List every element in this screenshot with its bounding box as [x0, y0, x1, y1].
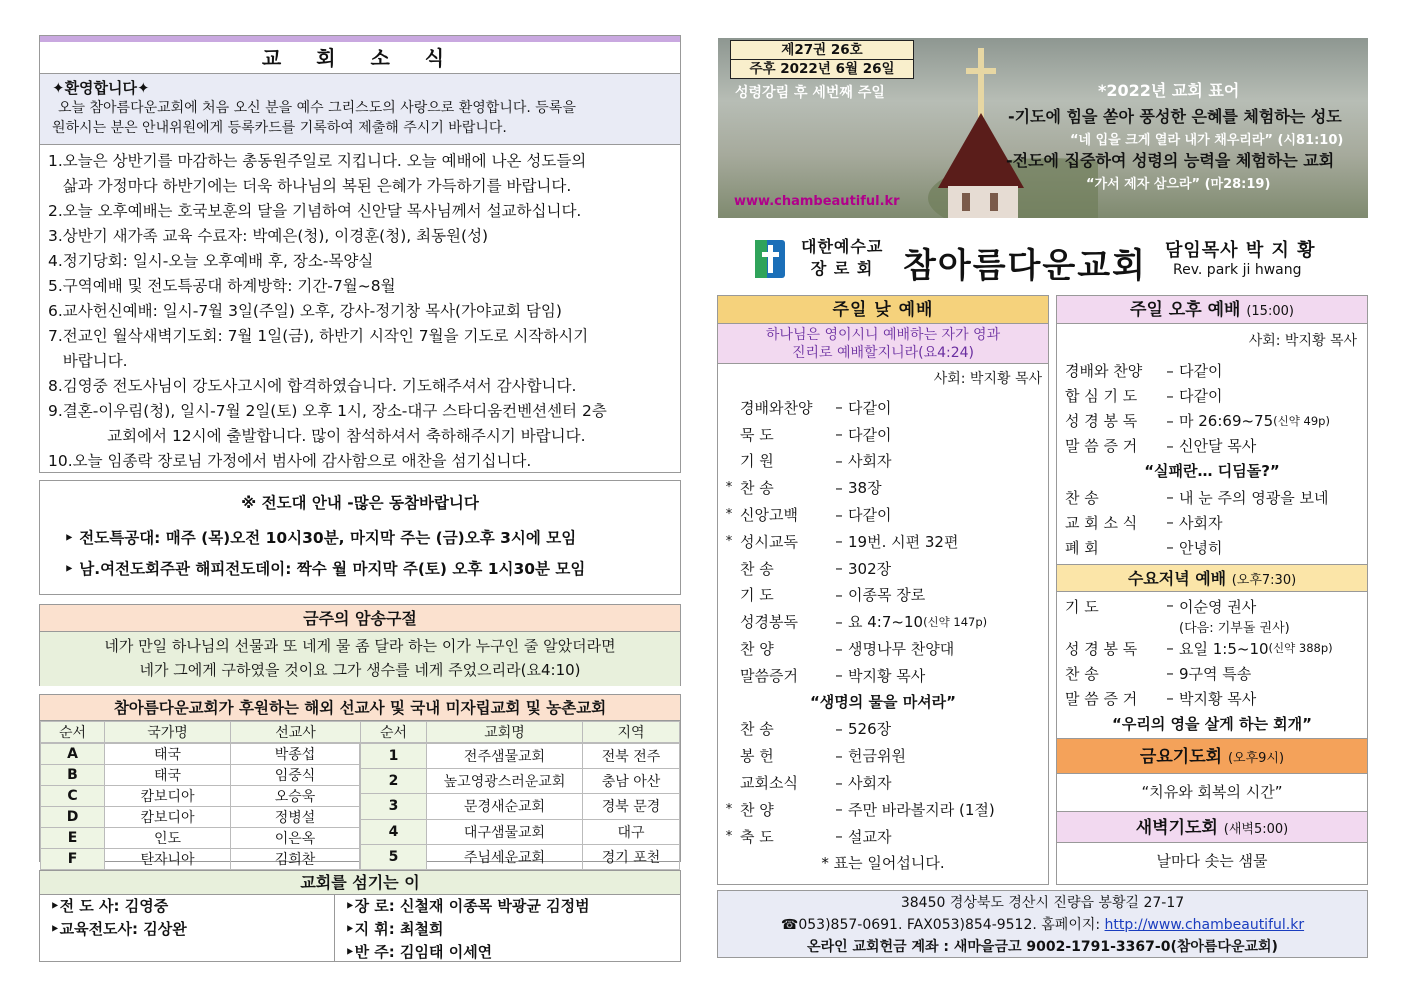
order-label: 성시교독 [740, 532, 798, 551]
order-row [718, 716, 1048, 743]
denomination [801, 236, 883, 280]
order-dash: – [1166, 689, 1174, 708]
evangelism-item: ‣ 남.여전도회주관 해피전도데이: 짝수 월 마지막 주(토) 오후 1시30분 모임 [64, 560, 586, 578]
table-row [361, 744, 680, 769]
order-row [718, 742, 1048, 769]
table-cell: 태국 [105, 765, 231, 786]
order-label: 기 도 [740, 586, 774, 605]
motto-reference: “네 입을 크게 열라 내가 채우리라” (시81:10) [1070, 133, 1344, 148]
evangelism-section [39, 480, 681, 595]
order-row [718, 662, 1048, 689]
order-value: 요 4:7~10 [848, 613, 924, 632]
table-cell: 김희찬 [231, 849, 360, 870]
news-item: 3.상반기 새가족 교육 수료자: 박예은(청), 이경훈(청), 최동원(성) [48, 227, 489, 245]
order-label: 성 경 봉 독 [1065, 639, 1138, 658]
table-cell: 전주샘물교회 [427, 744, 583, 769]
order-label: 봉 헌 [740, 747, 774, 766]
stand-marker: * [725, 480, 733, 496]
table-cell: 대구 [583, 819, 680, 844]
worship-order [718, 716, 1048, 850]
order-label: 경배와찬양 [740, 398, 813, 417]
support-title: 참아름다운교회가 후원하는 해외 선교사 및 국내 미자립교회 및 농촌교회 [40, 695, 680, 721]
welcome-box [40, 74, 680, 145]
table-cell: 전북 전주 [583, 744, 680, 769]
order-dash: – [835, 719, 843, 738]
order-value: 사회자 [848, 774, 892, 793]
order-label: 말 씀 증 거 [1065, 437, 1138, 455]
afternoon-time: (15:00) [1246, 304, 1294, 319]
order-value: 박지황 목사 [1179, 689, 1257, 708]
order-dash: – [835, 451, 843, 470]
memory-verse-line: 네가 만일 하나님의 선물과 또 네게 물 좀 달라 하는 이가 누구인 줄 알았더라면 [104, 637, 616, 655]
dawn-title-text: 새벽기도회 [1135, 817, 1218, 838]
order-row [718, 394, 1048, 421]
banner-url: www.chambeautiful.kr [734, 194, 900, 209]
order-label: 성 경 봉 독 [1065, 412, 1138, 430]
order-dash: – [835, 559, 843, 578]
servant-line: ‣교육전도사: 김상완 [50, 920, 187, 938]
friday-prayer-title [1057, 738, 1367, 774]
welcome-title: ✦환영합니다✦ [52, 79, 150, 97]
church-address: 38450 경상북도 경산시 진량읍 봉황길 27-17 [900, 895, 1185, 911]
news-item: 교회에서 12시에 출발합니다. 많이 참석하셔서 축하해주시기 바랍니다. [48, 427, 586, 445]
column-header: 선교사 [231, 722, 361, 743]
table-row [41, 828, 360, 849]
order-dash: – [1166, 386, 1174, 405]
church-table [360, 743, 680, 870]
servants-columns [40, 895, 680, 964]
volume-box [730, 40, 914, 79]
volume-number: 제27권 26호 [781, 42, 863, 58]
order-value: 다같이 [848, 506, 892, 525]
servants-section [39, 870, 681, 962]
memory-verse-body [40, 632, 680, 686]
news-item: 5.구역예배 및 전도특공대 하계방학: 기간-7월~8월 [48, 277, 396, 295]
order-dash: – [835, 666, 843, 685]
news-title: 교 회 소 식 [40, 42, 680, 74]
table-cell: 인도 [105, 828, 231, 849]
order-value: 다같이 [1179, 387, 1223, 405]
table-row [361, 844, 680, 869]
order-row [718, 421, 1048, 448]
order-row [718, 555, 1048, 582]
order-row [1057, 408, 1367, 433]
order-dash: – [835, 505, 843, 524]
table-cell: 1 [361, 744, 427, 769]
order-label: 합 심 기 도 [1065, 387, 1138, 405]
worship-order [1057, 485, 1367, 560]
dawn-time: (새벽5:00) [1223, 821, 1289, 837]
welcome-line: 오늘 참아름다운교회에 처음 오신 분을 예수 그리스도의 사랑으로 환영합니다. 등록을 [58, 100, 576, 116]
sunday-verse [718, 324, 1048, 364]
servant-line: ‣장 로: 신철재 이종목 박광균 김정범 [345, 897, 590, 915]
order-dash: – [1166, 639, 1174, 658]
order-dash: – [835, 827, 843, 846]
order-value: 요일 1:5~10 [1179, 639, 1269, 658]
news-item: 4.정기당회: 일시-오늘 오후예배 후, 장소-목양실 [48, 252, 374, 270]
order-value: 생명나무 찬양대 [848, 640, 955, 659]
order-dash: – [835, 478, 843, 497]
contact-footer [717, 890, 1368, 958]
wednesday-title-text: 수요저녁 예배 [1127, 568, 1227, 588]
order-row [1057, 686, 1367, 711]
wednesday-time: (오후7:30) [1231, 572, 1297, 588]
order-row [718, 769, 1048, 796]
news-item: 삶과 가정마다 하반기에는 더욱 하나님의 복된 은혜가 가득하기를 바랍니다. [48, 177, 572, 195]
order-row [1057, 661, 1367, 686]
order-dash: – [835, 612, 843, 631]
standing-note: * 표는 일어섭니다. [821, 853, 945, 872]
order-dash: – [835, 746, 843, 765]
order-label: 신앙고백 [740, 506, 798, 525]
order-value: 신안달 목사 [1179, 437, 1257, 455]
order-dash: – [835, 398, 843, 417]
table-cell: 정병설 [231, 807, 360, 828]
order-reference: (신약 388p) [1268, 641, 1333, 656]
memory-verse-line: 네가 그에게 구하였을 것이요 그가 생수를 네게 주었으리라(요4:10) [139, 661, 581, 679]
evangelism-item: ‣ 전도특공대: 매주 (목)오전 10시30분, 마지막 주는 (금)오후 3시에 모임 [64, 529, 577, 547]
stand-marker: * [725, 828, 733, 844]
order-row [718, 823, 1048, 850]
sermon-title: “생명의 물을 마셔라” [809, 692, 957, 711]
table-cell: 경기 포천 [583, 844, 680, 869]
order-label: 찬 양 [740, 640, 774, 659]
sermon-title: “실패란… 디딤돌?” [1144, 462, 1280, 480]
order-value: 주만 바라볼지라 (1절) [848, 800, 995, 819]
dawn-prayer-title [1057, 811, 1367, 843]
senior-pastor: 담임목사 박 지 황 [1165, 240, 1316, 261]
order-label: 경배와 찬양 [1065, 362, 1143, 380]
afternoon-host: 사회: 박지황 목사 [1248, 333, 1357, 349]
missionary-table [40, 743, 360, 870]
column-header: 순서 [41, 722, 105, 743]
wednesday-worship-title [1057, 564, 1367, 592]
news-item: 6.교사헌신예배: 일시-7월 3일(주일) 오후, 강사-정기창 목사(가야교회 담임) [48, 302, 562, 320]
worship-order [718, 394, 1048, 689]
news-item: 9.결혼-이우림(청), 일시-7월 2일(토) 오후 1시, 장소-대구 스타디움컨벤션센터 2층 [48, 402, 607, 420]
table-cell: B [41, 765, 105, 786]
order-value: 박지황 목사 [848, 666, 926, 685]
table-cell: 3 [361, 794, 427, 819]
order-dash: – [835, 532, 843, 551]
order-value: 다같이 [1179, 362, 1223, 380]
order-value: 다같이 [848, 425, 892, 444]
table-row [41, 786, 360, 807]
servant-line: ‣반 주: 김임태 이세연 [345, 943, 493, 961]
table-cell: 높고영광스러운교회 [427, 769, 583, 794]
order-label: 찬 양 [740, 800, 774, 819]
order-label: 찬 송 [740, 720, 774, 739]
denomination-line: 대한예수교 [801, 237, 884, 256]
news-item: 바랍니다. [48, 352, 128, 370]
order-row [718, 635, 1048, 662]
table-row [41, 765, 360, 786]
stand-marker: * [725, 507, 733, 523]
order-label: 폐 회 [1065, 538, 1099, 557]
column-header: 국가명 [105, 722, 231, 743]
order-row [1057, 383, 1367, 408]
table-cell: 2 [361, 769, 427, 794]
order-row [1057, 535, 1367, 560]
next-week-prayer: (다음: 기부돌 권사) [1179, 620, 1290, 636]
table-cell: 캄보디아 [105, 807, 231, 828]
order-value: 내 눈 주의 영광을 보네 [1179, 488, 1329, 507]
order-row [718, 501, 1048, 528]
sunday-worship-section [717, 295, 1049, 885]
table-row [41, 807, 360, 828]
order-dash: – [835, 585, 843, 604]
table-cell: 5 [361, 844, 427, 869]
order-row [1057, 592, 1367, 636]
order-value: 다같이 [848, 398, 892, 417]
order-row [1057, 636, 1367, 661]
order-value: 9구역 특송 [1179, 664, 1252, 683]
support-body [40, 743, 680, 870]
table-row [361, 819, 680, 844]
table-cell: A [41, 744, 105, 765]
stand-marker: * [725, 801, 733, 817]
memory-verse-section [39, 604, 681, 686]
table-row [41, 849, 360, 870]
order-label: 말 씀 증 거 [1065, 689, 1138, 708]
order-label: 찬 송 [740, 479, 774, 498]
table-cell: 주님세운교회 [427, 844, 583, 869]
table-cell: 문경새순교회 [427, 794, 583, 819]
table-cell: 경북 문경 [583, 794, 680, 819]
order-value: 302장 [848, 559, 892, 578]
order-dash: – [1166, 595, 1174, 614]
order-value: 이순영 권사 (다음: 기부돌 권사) [1179, 597, 1290, 636]
order-label: 축 도 [740, 827, 774, 846]
news-item: 2.오늘 오후예배는 호국보훈의 달을 기념하여 신안달 목사님께서 설교하십니다. [48, 202, 582, 220]
servant-line: ‣전 도 사: 김영중 [50, 897, 169, 915]
church-steeple-image [918, 38, 1098, 218]
order-value: 526장 [848, 720, 892, 739]
motto-line: -기도에 힘을 쏟아 풍성한 은혜를 체험하는 성도 [1008, 107, 1342, 126]
news-item: 8.김영중 전도사님이 강도사고시에 합격하였습니다. 기도해주셔서 감사합니다. [48, 377, 577, 395]
news-item: 1.오늘은 상반기를 마감하는 총동원주일로 지킵니다. 오늘 예배에 나온 성도들의 [48, 152, 587, 170]
sunday-verse-line: 진리로 예배할지니라(요4:24) [791, 345, 975, 361]
order-dash: – [1166, 436, 1174, 455]
servants-right [335, 895, 590, 964]
issue-date: 주후 2022년 6월 26일 [731, 59, 913, 78]
table-cell: D [41, 807, 105, 828]
order-label: 찬 송 [1065, 488, 1099, 507]
order-value: 헌금위원 [848, 747, 906, 766]
afternoon-worship-title [1057, 296, 1367, 324]
phone-fax: ☎053)857-0691. FAX053)854-9512. 홈페이지: [780, 917, 1105, 933]
table-header-row [41, 722, 680, 743]
senior-pastor-english: Rev. park ji hwang [1173, 262, 1302, 278]
order-reference: (신약 147p) [923, 614, 988, 629]
order-row [718, 582, 1048, 609]
offering-account: 온라인 교회헌금 계좌 : 새마을금고 9002-1791-3367-0(참아름다운교회) [807, 939, 1278, 955]
order-dash: – [1166, 513, 1174, 532]
table-cell: C [41, 786, 105, 807]
order-label: 찬 송 [1065, 664, 1099, 683]
dawn-prayer-theme: 날마다 솟는 샘물 [1156, 851, 1268, 870]
friday-time: (오후9시) [1227, 750, 1285, 766]
order-label: 기 원 [740, 452, 774, 471]
order-label: 기 도 [1065, 597, 1099, 616]
church-news-section [39, 35, 681, 473]
table-cell: 캄보디아 [105, 786, 231, 807]
order-value: 설교자 [848, 827, 892, 846]
column-header: 교회명 [427, 722, 583, 743]
order-dash: – [835, 773, 843, 792]
header-banner [718, 38, 1368, 218]
column-header: 지역 [583, 722, 680, 743]
order-row [1057, 485, 1367, 510]
table-cell: 대구샘물교회 [427, 819, 583, 844]
church-season: 성령강림 후 세번째 주일 [735, 85, 885, 101]
church-logo-icon [755, 240, 785, 278]
motto-line: -전도에 집중하여 성령의 능력을 체험하는 교회 [1006, 151, 1335, 170]
order-label: 성경봉독 [740, 613, 798, 632]
news-items [40, 145, 680, 478]
homepage-link[interactable]: http://www.chambeautiful.kr [1104, 917, 1305, 933]
table-row [41, 744, 360, 765]
servants-title: 교회를 섬기는 이 [40, 871, 680, 895]
order-dash: – [1166, 664, 1174, 683]
order-row [718, 474, 1048, 501]
table-row [361, 769, 680, 794]
sunday-verse-line: 하나님은 영이시니 예배하는 자가 영과 [765, 327, 1001, 343]
order-value: 마 26:69~75 [1179, 412, 1274, 430]
order-label: 말씀증거 [740, 666, 798, 685]
order-value: 19번. 시편 32편 [848, 532, 959, 551]
sermon-title: “우리의 영을 살게 하는 회개” [1112, 714, 1312, 733]
order-label: 묵 도 [740, 425, 774, 444]
servants-left [40, 895, 335, 961]
table-cell: 4 [361, 819, 427, 844]
order-row [1057, 510, 1367, 535]
table-cell: 탄자니아 [105, 849, 231, 870]
order-row [1057, 358, 1367, 383]
table-cell: 오승욱 [231, 786, 360, 807]
order-label: 교회소식 [740, 774, 798, 793]
contact-line [718, 914, 1367, 936]
memory-verse-title: 금주의 암송구절 [40, 605, 680, 632]
order-label: 찬 송 [740, 559, 774, 578]
support-table [40, 721, 680, 743]
column-header: 순서 [361, 722, 427, 743]
servant-line: ‣지 휘: 최철희 [345, 920, 444, 938]
order-dash: – [835, 639, 843, 658]
denomination-line: 장 로 회 [810, 259, 874, 278]
table-cell: F [41, 849, 105, 870]
order-row [718, 796, 1048, 823]
news-item: 7.전교인 월삭새벽기도회: 7월 1일(금), 하반기 시작인 7월을 기도로 시작하시기 [48, 327, 589, 345]
stand-marker: * [725, 533, 733, 549]
worship-order [1057, 358, 1367, 458]
motto-title: *2022년 교회 표어 [1098, 81, 1240, 100]
table-cell: 태국 [105, 744, 231, 765]
order-value: 사회자 [1179, 513, 1223, 532]
order-row [1057, 433, 1367, 458]
order-label: 교 회 소 식 [1065, 513, 1138, 532]
church-name: 참아름다운교회 [903, 246, 1147, 286]
order-reference: (신약 49p) [1273, 413, 1330, 428]
order-dash: – [1166, 361, 1174, 380]
sunday-worship-title: 주일 낮 예배 [718, 296, 1048, 324]
afternoon-worship-section [1056, 295, 1368, 885]
table-cell: 이은옥 [231, 828, 360, 849]
order-row [718, 448, 1048, 475]
order-dash: – [1166, 538, 1174, 557]
worship-order [1057, 592, 1367, 711]
table-cell: 박종섭 [231, 744, 360, 765]
sunday-host: 사회: 박지황 목사 [933, 371, 1042, 387]
evangelism-title: ※ 전도대 안내 -많은 동참바랍니다 [241, 494, 479, 512]
order-dash: – [1166, 411, 1174, 430]
order-dash: – [1166, 488, 1174, 507]
news-item: 10.오늘 임종락 장로님 가정에서 범사에 감사함으로 애찬을 섬기십니다. [48, 452, 532, 470]
order-dash: – [835, 800, 843, 819]
friday-prayer-theme: “치유와 회복의 시간” [1141, 782, 1283, 801]
order-row [718, 608, 1048, 635]
table-cell: 임중식 [231, 765, 360, 786]
church-header [755, 232, 1365, 284]
order-value: 사회자 [848, 452, 892, 471]
support-section [39, 694, 681, 868]
table-cell: 충남 아산 [583, 769, 680, 794]
order-dash: – [835, 425, 843, 444]
order-value: 이종목 장로 [848, 586, 926, 605]
table-cell: E [41, 828, 105, 849]
order-row [718, 528, 1048, 555]
order-value: 38장 [848, 479, 882, 498]
table-row [361, 794, 680, 819]
motto-reference: “가서 제자 삼으라” (마28:19) [1086, 177, 1271, 192]
afternoon-title-text: 주일 오후 예배 [1130, 300, 1241, 320]
friday-title-text: 금요기도회 [1139, 746, 1223, 767]
order-value: 안녕히 [1179, 538, 1223, 557]
welcome-line: 원하시는 분은 안내위원에게 등록카드를 기록하여 제출해 주시기 바랍니다. [52, 120, 507, 136]
